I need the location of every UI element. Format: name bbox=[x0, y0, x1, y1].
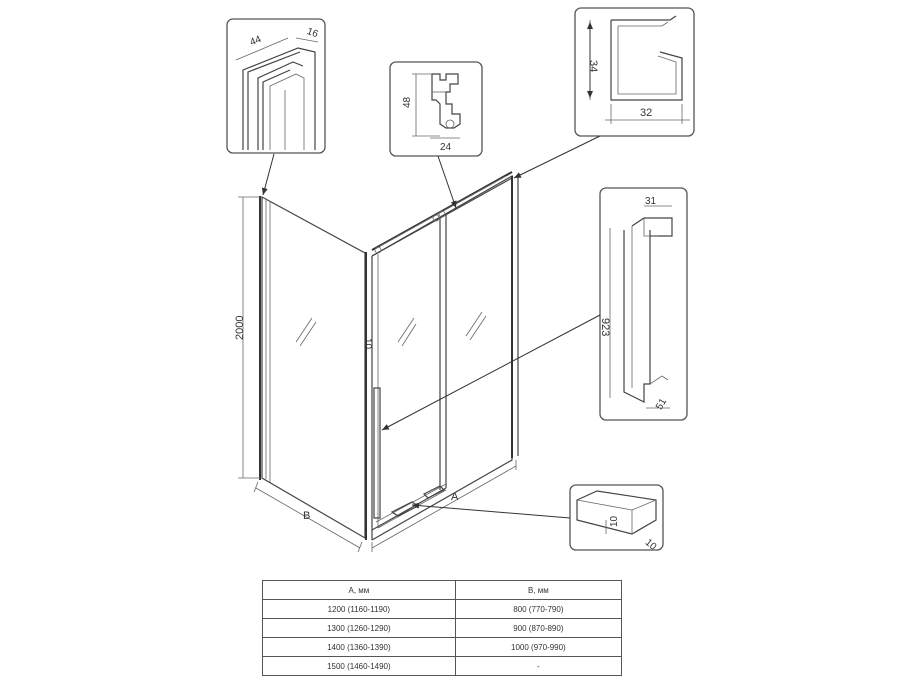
detail-handle bbox=[599, 188, 687, 420]
dim-48: 48 bbox=[402, 96, 413, 108]
dim-guide-depth: 10 bbox=[642, 537, 659, 553]
dim-glass-10: 10 bbox=[362, 338, 373, 350]
table-cell: 1400 (1360-1390) bbox=[263, 638, 456, 657]
table-cell: 1000 (970-990) bbox=[455, 638, 621, 657]
dim-24: 24 bbox=[440, 142, 452, 153]
dim-31: 31 bbox=[645, 196, 657, 207]
table-cell: - bbox=[455, 657, 621, 676]
dim-32: 32 bbox=[640, 107, 653, 119]
dim-34: 34 bbox=[587, 60, 599, 73]
leader-arrows bbox=[263, 136, 600, 518]
table-cell: 1300 (1260-1290) bbox=[263, 619, 456, 638]
size-table bbox=[262, 580, 622, 676]
table-row bbox=[263, 600, 622, 619]
dim-2000: 2000 bbox=[234, 315, 246, 340]
table-row bbox=[263, 638, 622, 657]
header-a: A, мм bbox=[263, 581, 456, 600]
detail-bottom-guide bbox=[570, 485, 663, 553]
detail-corner-profile bbox=[227, 19, 325, 153]
dim-44: 44 bbox=[248, 34, 263, 49]
table-row bbox=[263, 619, 622, 638]
shower-enclosure bbox=[260, 172, 518, 540]
table-cell: 1500 (1460-1490) bbox=[263, 657, 456, 676]
table-header-row bbox=[263, 581, 622, 600]
dim-51: 51 bbox=[654, 396, 670, 412]
dim-923: 923 bbox=[599, 318, 611, 337]
table-cell: 800 (770-790) bbox=[455, 600, 621, 619]
dim-guide-height: 10 bbox=[609, 515, 620, 527]
dim-B: B bbox=[303, 510, 311, 522]
header-b: B, мм bbox=[455, 581, 621, 600]
table-cell: 1200 (1160-1190) bbox=[263, 600, 456, 619]
dim-16: 16 bbox=[305, 26, 320, 41]
dim-A: A bbox=[451, 491, 459, 503]
table-cell: 900 (870-890) bbox=[455, 619, 621, 638]
detail-rail-profile bbox=[390, 62, 482, 156]
detail-wall-profile bbox=[575, 8, 694, 136]
table-row bbox=[263, 657, 622, 676]
glass-glare bbox=[296, 312, 486, 346]
